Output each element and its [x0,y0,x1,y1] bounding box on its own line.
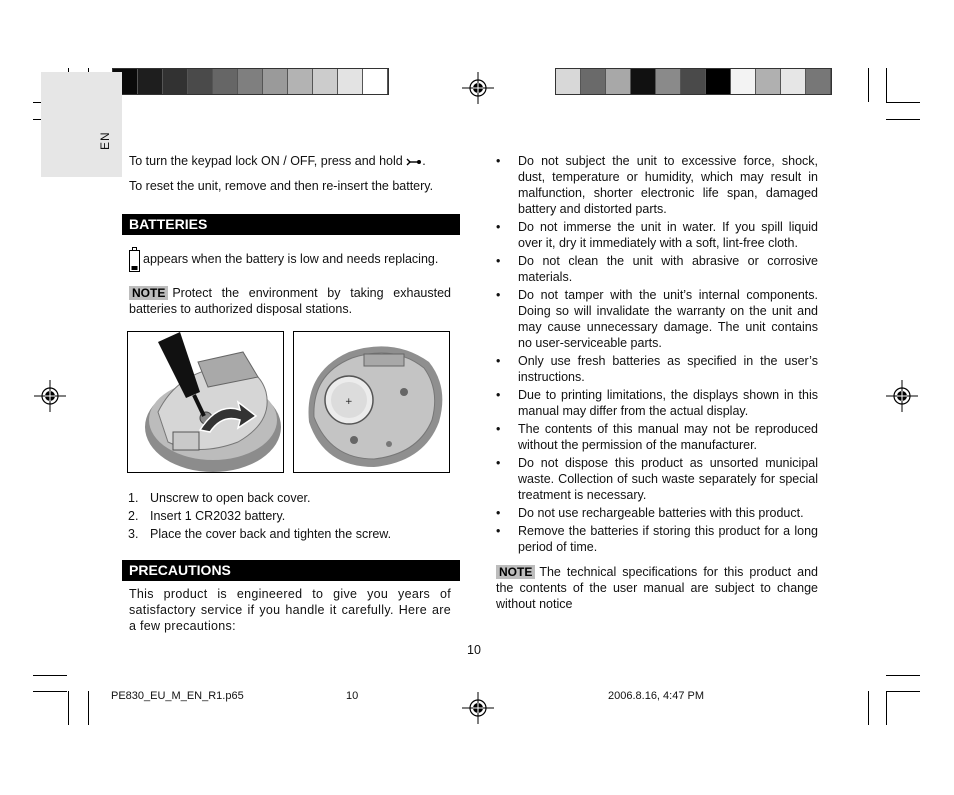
color-swatch [706,69,731,94]
bullet: • [496,254,501,268]
bullet: • [496,288,501,302]
bullet: • [496,524,501,538]
list-item [496,287,818,351]
color-swatch [556,69,581,94]
bullet: • [496,220,501,234]
color-swatch [288,69,313,94]
keypad-lock-suffix: . [422,154,426,168]
color-swatch [213,69,238,94]
precaution-text: Do not tamper with the unit’s internal components. Doing so will invalidate the warranty on the unit and may cause unnecessary damage. The unit contains no user-serviceable parts. [518,288,818,350]
bullet: • [496,422,501,436]
color-swatch [656,69,681,94]
color-swatch [338,69,363,94]
swatch-bar-left [112,68,389,95]
precaution-text: Due to printing limitations, the displays shown in this manual may differ from the actual display. [518,388,818,418]
color-swatch [806,69,831,94]
color-swatch [631,69,656,94]
bullet: • [496,154,501,168]
precaution-text: Do not clean the unit with abrasive or corrosive materials. [518,254,818,284]
battery-compartment-illustration [293,331,450,473]
precaution-text: Only use fresh batteries as specified in the user’s instructions. [518,354,818,384]
color-swatch [188,69,213,94]
page-number: 10 [467,643,481,657]
color-swatch [138,69,163,94]
low-battery-icon [129,247,140,272]
precaution-text: Remove the batteries if storing this product for a long period of time. [518,524,818,554]
keypad-lock-text: To turn the keypad lock ON / OFF, press and hold [129,154,403,168]
registration-mark-bottom-icon [462,692,494,724]
key-lock-icon [406,157,422,166]
batteries-heading: BATTERIES [122,214,460,235]
step-number: 1. [128,491,139,505]
precaution-text: Do not dispose this product as unsorted municipal waste. Collection of such waste separately for special treatment is necessary. [518,456,818,502]
color-swatch [731,69,756,94]
swatch-bar-right [555,68,832,95]
battery-low-text: appears when the battery is low and needs replacing. [143,252,439,266]
list-item [128,507,391,525]
precautions-intro: This product is engineered to give you years of satisfactory service if you handle it carefully. Here are a few precautions: [129,587,451,633]
color-swatch [681,69,706,94]
color-swatch [263,69,288,94]
precaution-text: Do not use rechargeable batteries with this product. [518,506,804,520]
color-swatch [606,69,631,94]
specifications-note-text: The technical specifications for this product and the contents of the user manual are subject to change without notice [496,565,818,611]
bullet: • [496,354,501,368]
specifications-note [496,564,818,612]
list-item [128,489,391,507]
step-number: 2. [128,509,139,523]
step-text: Place the cover back and tighten the screw. [150,527,392,541]
color-swatch [363,69,388,94]
color-swatch [313,69,338,94]
svg-text:+: + [345,397,353,407]
bullet: • [496,456,501,470]
color-swatch [238,69,263,94]
step-number: 3. [128,527,139,541]
precautions-heading: PRECAUTIONS [122,560,460,581]
batteries-note-text: Protect the environment by taking exhausted batteries to authorized disposal stations. [129,286,451,316]
list-item [496,153,818,217]
bullet: • [496,506,501,520]
footer-timestamp: 2006.8.16, 4:47 PM [608,690,705,702]
list-item [496,253,818,285]
list-item [496,387,818,419]
keypad-lock-instruction [129,153,459,169]
color-swatch [756,69,781,94]
note-badge: NOTE [496,565,535,579]
list-item [128,525,391,543]
footer-filename: PE830_EU_M_EN_R1.p65 [111,690,244,702]
battery-steps-list [128,489,391,543]
list-item [496,421,818,453]
battery-compartment-image [294,332,449,472]
bullet: • [496,388,501,402]
precaution-text: Do not subject the unit to excessive force, shock, dust, temperature or humidity, which may result in malfunction, shorter electronic life span, damaged battery and distorted parts. [518,154,818,216]
color-swatch [163,69,188,94]
list-item [496,353,818,385]
registration-mark-top-icon [462,72,494,104]
color-swatch [581,69,606,94]
language-label: EN [98,131,112,150]
precautions-list [496,153,818,557]
color-swatch [781,69,806,94]
step-text: Unscrew to open back cover. [150,491,311,505]
footer-page: 10 [346,690,359,702]
note-badge: NOTE [129,286,168,300]
step-text: Insert 1 CR2032 battery. [150,509,286,523]
language-tab [41,72,122,177]
precaution-text: Do not immerse the unit in water. If you spill liquid over it, dry it immediately with a soft, lint-free cloth. [518,220,818,250]
registration-mark-right-icon [886,380,918,412]
reset-instruction: To reset the unit, remove and then re-insert the battery. [129,179,434,193]
list-item [496,505,818,521]
list-item [496,219,818,251]
unscrew-cover-image [128,332,283,472]
list-item [496,455,818,503]
unscrew-cover-illustration [127,331,284,473]
registration-mark-left-icon [34,380,66,412]
batteries-note [129,285,451,317]
precaution-text: The contents of this manual may not be reproduced without the permission of the manufacturer. [518,422,818,452]
list-item [496,523,818,555]
